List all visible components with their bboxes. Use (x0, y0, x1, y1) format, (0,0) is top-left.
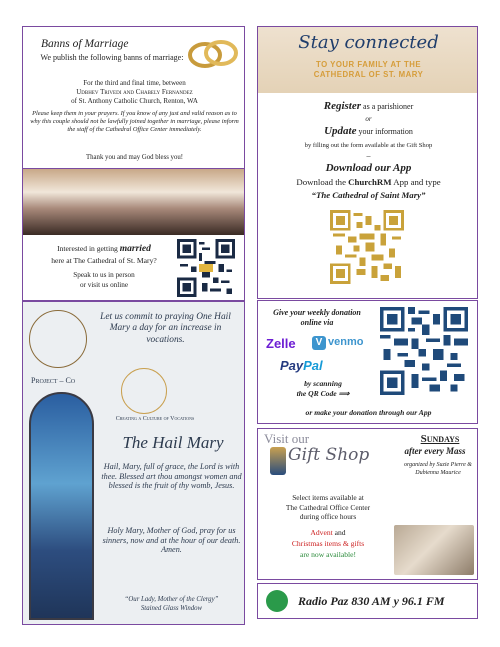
after-mass-label: after every Mass (404, 446, 466, 456)
banns-subtitle: We publish the following banns of marriage: (40, 53, 184, 62)
wedding-info-panel (22, 168, 245, 301)
gift-shop-photo (394, 525, 474, 575)
banns-announcement: For the third and final time, between Udbhev Trivedi and Chabely Fernandez of St. Anthony Catholic Church, Renton, WA (29, 79, 240, 105)
hail-mary-panel (22, 301, 245, 625)
stay-connected-banner (258, 27, 478, 93)
form-note: by filling out the form available at the Gift Shop (304, 142, 433, 149)
radio-paz-text: Radio Paz 830 AM y 96.1 FM (298, 594, 445, 608)
banns-of-marriage-panel (22, 26, 245, 171)
scan-instructions: by scanning the QR Code ⟹ (296, 379, 350, 398)
wedding-rings-icon (185, 37, 241, 71)
download-app-line: Download the ChurchRM App and type (296, 177, 441, 187)
wedding-photo (23, 169, 245, 235)
advent-christmas-text: Advent and Christmas items & gifts are now available! (291, 528, 365, 559)
visit-our-text: Visit our (264, 431, 310, 446)
archdiocese-seal-icon (29, 310, 87, 368)
cathedral-seal-icon (270, 447, 286, 475)
vocations-shield-icon (121, 368, 167, 414)
stained-glass-image (29, 392, 94, 620)
stay-connected-panel (257, 26, 478, 299)
download-app-title: Download our App (325, 162, 412, 174)
stained-glass-caption: “Our Lady, Mother of the Clergy” Stained Glass Window (124, 596, 219, 612)
married-question: Interested in getting married here at The Cathedral of St. Mary? (51, 244, 157, 265)
wedding-qr-code[interactable] (177, 239, 235, 297)
app-search-name: “The Cathedral of Saint Mary” (311, 190, 426, 200)
sundays-label: Sundays (420, 433, 460, 445)
gift-shop-panel (257, 428, 478, 580)
register-line: Register as a parishioner (323, 100, 414, 112)
zelle-logo[interactable]: Zelle (266, 336, 296, 351)
banns-thanks: Thank you and may God bless you! (85, 154, 184, 161)
prayer-part-2: Holy Mary, Mother of God, pray for us sinners, now and at the hour of our death. Amen. (102, 526, 241, 555)
gift-shop-location: Select items available at The Cathedral Office Center during office hours (285, 493, 371, 522)
stay-connected-tagline: TO YOUR FAMILY AT THE CATHEDRAL OF ST. MARY (313, 60, 424, 80)
vocations-intro: Let us commit to praying One Hail Mary a day for an increase in vocations. (100, 312, 231, 345)
banns-title: Banns of Marriage (41, 38, 129, 50)
married-contact: Speak to us in person or visit us online (73, 271, 135, 289)
stay-connected-headline: Stay connected (298, 32, 439, 53)
app-qr-code[interactable] (330, 210, 404, 284)
or-text: or (365, 115, 372, 123)
gift-shop-title: Gift Shop (288, 445, 370, 465)
hail-mary-title: The Hail Mary (122, 433, 224, 452)
organizers: organized by Suzie Pierre & Dubienna Maurice (404, 462, 472, 476)
donation-panel (257, 300, 478, 424)
radio-paz-logo-icon (266, 590, 288, 612)
banns-request: Please keep them in your prayers. If you know of any just and valid reason as to why this couple should not be lawfully joined together in marriage, please inform the staff of the Cathedral Office Center immediately. (30, 110, 239, 133)
app-donation-text: or make your donation through our App (305, 408, 432, 417)
separator-dash: – (366, 151, 371, 160)
donation-qr-code[interactable] (380, 307, 468, 395)
update-line: Update your information (324, 125, 413, 137)
venmo-icon: V (312, 336, 326, 350)
project-co-label: Project – Co (31, 376, 76, 385)
couple-names: Udbhev Trivedi and Chabely Fernandez (76, 87, 193, 96)
paypal-logo[interactable]: PayPal (280, 358, 323, 373)
prayer-part-1: Hail, Mary, full of grace, the Lord is with thee. Blessed art thou amongst women and blessed is the fruit of thy womb, Jesus. (101, 462, 242, 491)
radio-paz-panel (257, 583, 478, 619)
culture-of-vocations-label: Creating a Culture of Vocations (115, 416, 195, 422)
venmo-logo[interactable]: V venmo (312, 336, 363, 350)
donation-heading: Give your weekly donation online via (273, 308, 361, 328)
